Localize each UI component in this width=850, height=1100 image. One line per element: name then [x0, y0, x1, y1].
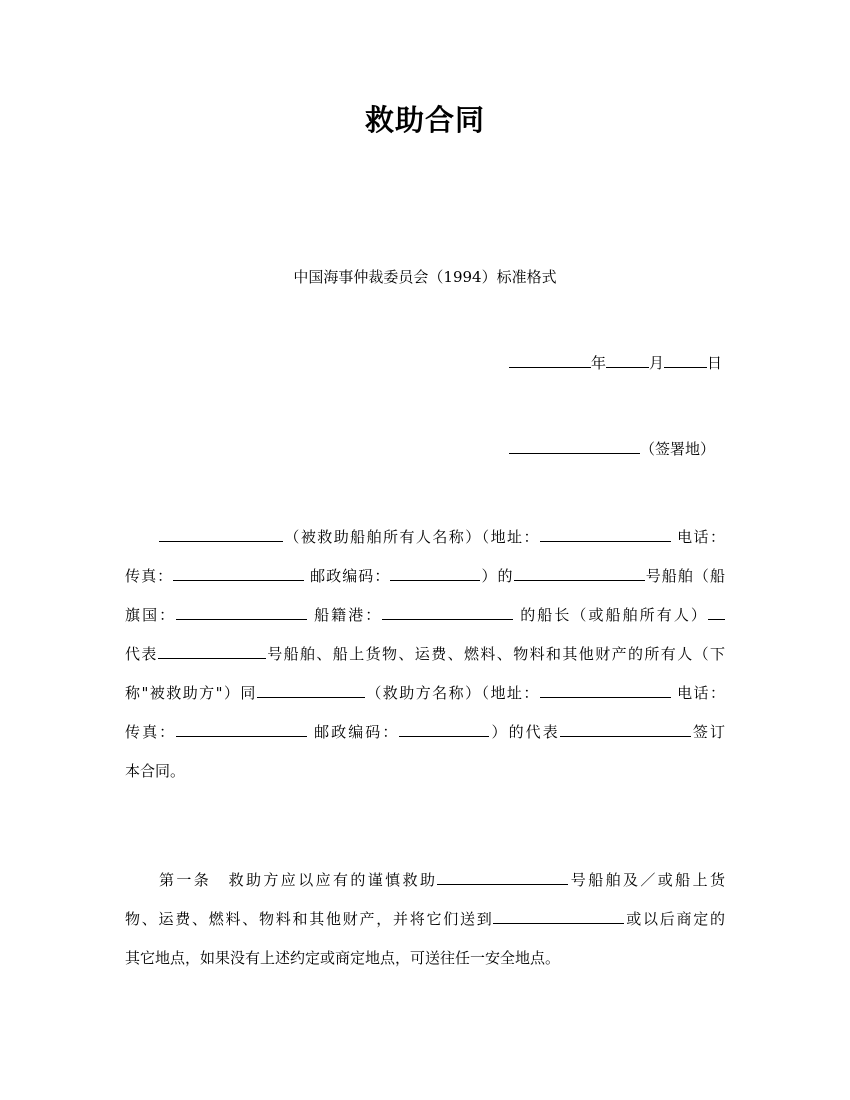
representative-blank — [560, 719, 691, 737]
parties-line-2 — [125, 557, 725, 596]
sign-place-blank — [509, 436, 640, 454]
salvor-address-blank — [540, 680, 671, 698]
parties-line-3 — [125, 596, 725, 635]
flag-state-blank — [176, 602, 307, 620]
parties-line-6 — [125, 713, 725, 752]
parties-text: 代表 — [125, 645, 158, 663]
salvaged-ship-blank — [437, 867, 568, 885]
salvor-fax-blank — [176, 719, 307, 737]
year-label: 年 — [591, 354, 607, 372]
address-blank — [540, 524, 671, 542]
parties-line-7 — [125, 752, 725, 791]
destination-blank — [493, 906, 624, 924]
document-title: 救助合同 — [364, 103, 485, 137]
parties-text: 船籍港： — [314, 606, 383, 624]
article-text: 号船舶及／或船上货 — [568, 871, 725, 889]
postcode-blank — [390, 563, 480, 581]
salvor-name-blank — [257, 680, 365, 698]
day-label: 日 — [707, 354, 723, 372]
parties-text: 签订 — [690, 723, 725, 741]
parties-line-1 — [125, 518, 725, 557]
parties-text: 邮政编码： — [314, 723, 400, 741]
document-subtitle: 中国海事仲裁委员会（1994）标准格式 — [293, 268, 557, 286]
parties-text: 传真： — [125, 567, 174, 585]
salvor-postcode-blank — [399, 719, 489, 737]
article-text: 其它地点，如果没有上述约定或商定地点，可送往任一安全地点。 — [125, 949, 561, 967]
parties-text: 本合同。 — [125, 762, 186, 780]
parties-text: 传真： — [125, 723, 177, 741]
parties-text: 号船舶（船 — [644, 567, 725, 585]
sign-place-label: （签署地） — [640, 440, 716, 458]
parties-text: （救助方名称）（地址： — [364, 684, 540, 702]
year-blank — [509, 350, 591, 368]
parties-text: 邮政编码： — [310, 567, 391, 585]
month-label: 月 — [649, 354, 665, 372]
article-text: 第一条 救助方应以应有的谨慎救助 — [159, 871, 438, 889]
parties-text: 旗国： — [125, 606, 177, 624]
parties-text: 电话： — [677, 684, 725, 702]
parties-text: 称"被救助方"）同 — [125, 684, 257, 702]
fax-blank — [173, 563, 304, 581]
parties-text: （被救助船舶所有人名称）（地址： — [283, 528, 540, 546]
parties-text: 号船舶、船上货物、运费、燃料、物料和其他财产的所有人（下 — [265, 645, 725, 663]
parties-text: 电话： — [677, 528, 725, 546]
port-blank — [382, 602, 513, 620]
day-blank — [664, 350, 707, 368]
parties-text: ）的代表 — [489, 723, 560, 741]
parties-text: ）的 — [480, 567, 514, 585]
sign-place-line — [509, 436, 715, 462]
article-text: 或以后商定的 — [624, 910, 725, 928]
month-blank — [606, 350, 649, 368]
master-blank — [708, 602, 725, 620]
ship-blank-2 — [158, 641, 266, 659]
parties-paragraph — [125, 518, 725, 791]
parties-line-5 — [125, 674, 725, 713]
article-1-line-3 — [125, 939, 725, 978]
date-line — [509, 350, 722, 376]
owner-name-blank — [159, 524, 283, 542]
article-text: 物、运费、燃料、物料和其他财产，并将它们送到 — [125, 910, 494, 928]
ship-name-blank — [514, 563, 645, 581]
article-1-line-1 — [125, 861, 725, 900]
parties-text: 的船长（或船舶所有人） — [520, 606, 708, 624]
article-1-paragraph — [125, 861, 725, 978]
article-1-line-2 — [125, 900, 725, 939]
parties-line-4 — [125, 635, 725, 674]
